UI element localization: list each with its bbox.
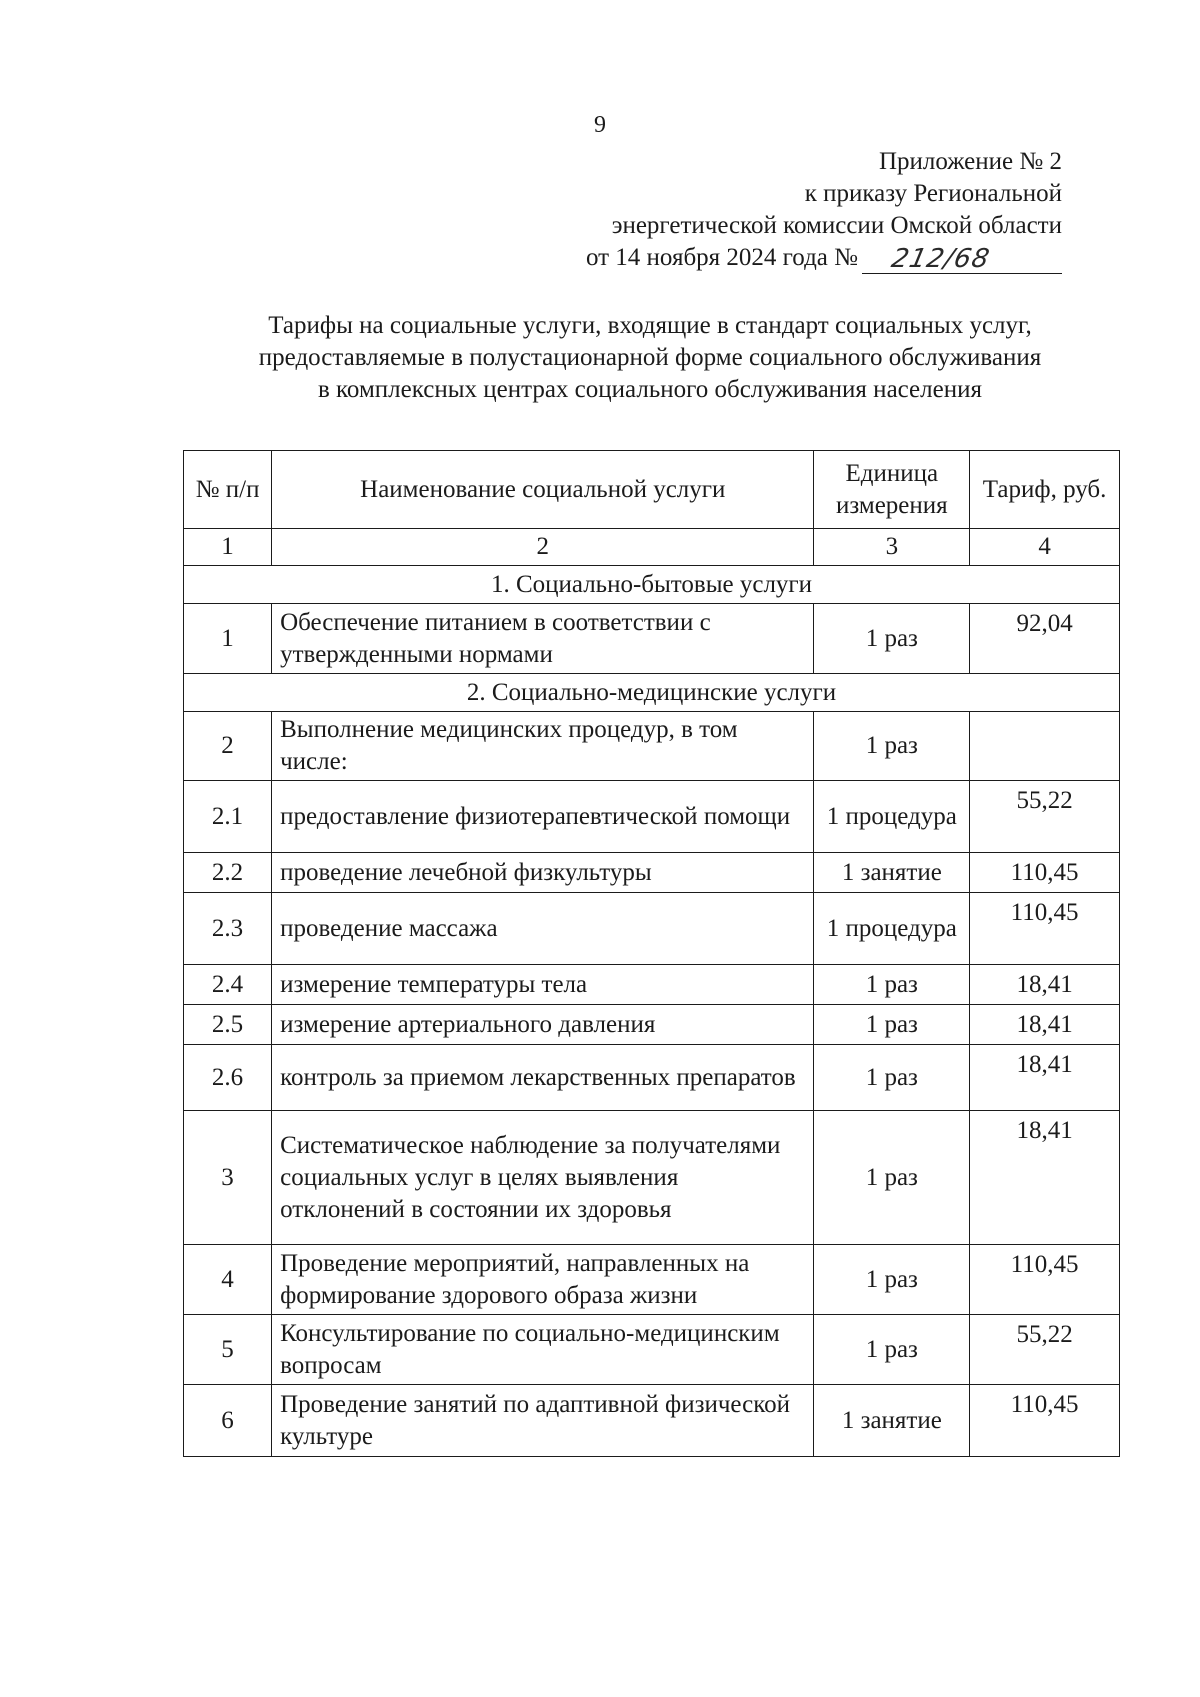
- appendix-line-4: [586, 242, 1062, 274]
- order-date-prefix: от 14 ноября 2024 года №: [585, 244, 858, 271]
- table-row: [184, 965, 1120, 1005]
- tariff-value: 110,45: [970, 893, 1120, 965]
- service-name: Проведение занятий по адаптивной физической культуре: [272, 1385, 814, 1457]
- unit-of-measure: 1 раз: [814, 1315, 970, 1385]
- table-row: [184, 1245, 1120, 1315]
- section-title: 2. Социально-медицинские услуги: [184, 674, 1120, 712]
- column-index: 2: [272, 529, 814, 566]
- row-number: 2.1: [184, 781, 272, 853]
- row-number: 2.4: [184, 965, 272, 1005]
- tariff-value: 18,41: [970, 965, 1120, 1005]
- table-row: [184, 1315, 1120, 1385]
- unit-of-measure: 1 раз: [814, 1111, 970, 1245]
- document-title: [200, 310, 1100, 406]
- table-row: [184, 853, 1120, 893]
- tariff-value: 110,45: [970, 1245, 1120, 1315]
- unit-of-measure: 1 раз: [814, 604, 970, 674]
- tariff-value: 55,22: [970, 781, 1120, 853]
- row-number: 2.2: [184, 853, 272, 893]
- column-index-row: [184, 529, 1120, 566]
- table-row: [184, 712, 1120, 781]
- service-name: Обеспечение питанием в соответствии с утвержденными нормами: [272, 604, 814, 674]
- order-number-field: [862, 244, 1062, 274]
- row-number: 3: [184, 1111, 272, 1245]
- tariff-value: 110,45: [970, 853, 1120, 893]
- unit-of-measure: 1 раз: [814, 712, 970, 781]
- unit-of-measure: 1 раз: [814, 1005, 970, 1045]
- unit-of-measure: 1 занятие: [814, 853, 970, 893]
- table-row: [184, 893, 1120, 965]
- column-index: 4: [970, 529, 1120, 566]
- page-number: 9: [594, 112, 606, 138]
- header-unit: [814, 451, 970, 529]
- service-name: контроль за приемом лекарственных препаратов: [272, 1045, 814, 1111]
- title-line-1: Тарифы на социальные услуги, входящие в стандарт социальных услуг,: [268, 312, 1032, 339]
- tariff-value: 18,41: [970, 1005, 1120, 1045]
- header-unit-line-1: Единица: [845, 459, 939, 487]
- row-number: 2: [184, 712, 272, 781]
- unit-of-measure: 1 занятие: [814, 1385, 970, 1457]
- service-name: проведение лечебной физкультуры: [272, 853, 814, 893]
- table-row: [184, 604, 1120, 674]
- table-row: [184, 1045, 1120, 1111]
- column-index: 3: [814, 529, 970, 566]
- table-header-row: [184, 451, 1120, 529]
- header-unit-line-2: измерения: [835, 491, 948, 519]
- table-body: [184, 529, 1120, 1457]
- row-number: 2.6: [184, 1045, 272, 1111]
- unit-of-measure: 1 раз: [814, 1245, 970, 1315]
- unit-of-measure: 1 раз: [814, 965, 970, 1005]
- row-number: 5: [184, 1315, 272, 1385]
- row-number: 4: [184, 1245, 272, 1315]
- service-name: измерение температуры тела: [272, 965, 814, 1005]
- unit-of-measure: 1 процедура: [814, 893, 970, 965]
- section-title: 1. Социально-бытовые услуги: [184, 566, 1120, 604]
- tariff-value: [970, 712, 1120, 781]
- row-number: 1: [184, 604, 272, 674]
- table-row: [184, 1111, 1120, 1245]
- row-number: 6: [184, 1385, 272, 1457]
- tariff-value: 18,41: [970, 1045, 1120, 1111]
- service-name: Проведение мероприятий, направленных на формирование здорового образа жизни: [272, 1245, 814, 1315]
- service-name: предоставление физиотерапевтической помощи: [272, 781, 814, 853]
- row-number: 2.5: [184, 1005, 272, 1045]
- appendix-header: [586, 146, 1062, 274]
- service-name: Систематическое наблюдение за получателями социальных услуг в целях выявления отклонений в состоянии их здоровья: [272, 1111, 814, 1245]
- table-row: [184, 1385, 1120, 1457]
- column-index: 1: [184, 529, 272, 566]
- appendix-line-1: Приложение № 2: [878, 148, 1062, 175]
- unit-of-measure: 1 процедура: [814, 781, 970, 853]
- header-tariff: Тариф, руб.: [970, 451, 1120, 529]
- section-row: [184, 674, 1120, 712]
- service-name: проведение массажа: [272, 893, 814, 965]
- section-row: [184, 566, 1120, 604]
- title-line-3: в комплексных центрах социального обслуживания населения: [317, 376, 982, 403]
- tariffs-table: [183, 450, 1120, 1457]
- service-name: Консультирование по социально-медицинским вопросам: [272, 1315, 814, 1385]
- tariff-value: 18,41: [970, 1111, 1120, 1245]
- service-name: Выполнение медицинских процедур, в том числе:: [272, 712, 814, 781]
- table-row: [184, 781, 1120, 853]
- tariff-value: 110,45: [970, 1385, 1120, 1457]
- tariff-value: 92,04: [970, 604, 1120, 674]
- title-line-2: предоставляемые в полустационарной форме социального обслуживания: [258, 344, 1042, 371]
- header-num: № п/п: [184, 451, 272, 529]
- table-row: [184, 1005, 1120, 1045]
- row-number: 2.3: [184, 893, 272, 965]
- header-name: Наименование социальной услуги: [272, 451, 814, 529]
- appendix-line-3: энергетической комиссии Омской области: [611, 212, 1062, 239]
- order-number-handwritten: 212/68: [888, 244, 993, 274]
- appendix-line-2: к приказу Региональной: [804, 180, 1062, 207]
- tariff-value: 55,22: [970, 1315, 1120, 1385]
- service-name: измерение артериального давления: [272, 1005, 814, 1045]
- unit-of-measure: 1 раз: [814, 1045, 970, 1111]
